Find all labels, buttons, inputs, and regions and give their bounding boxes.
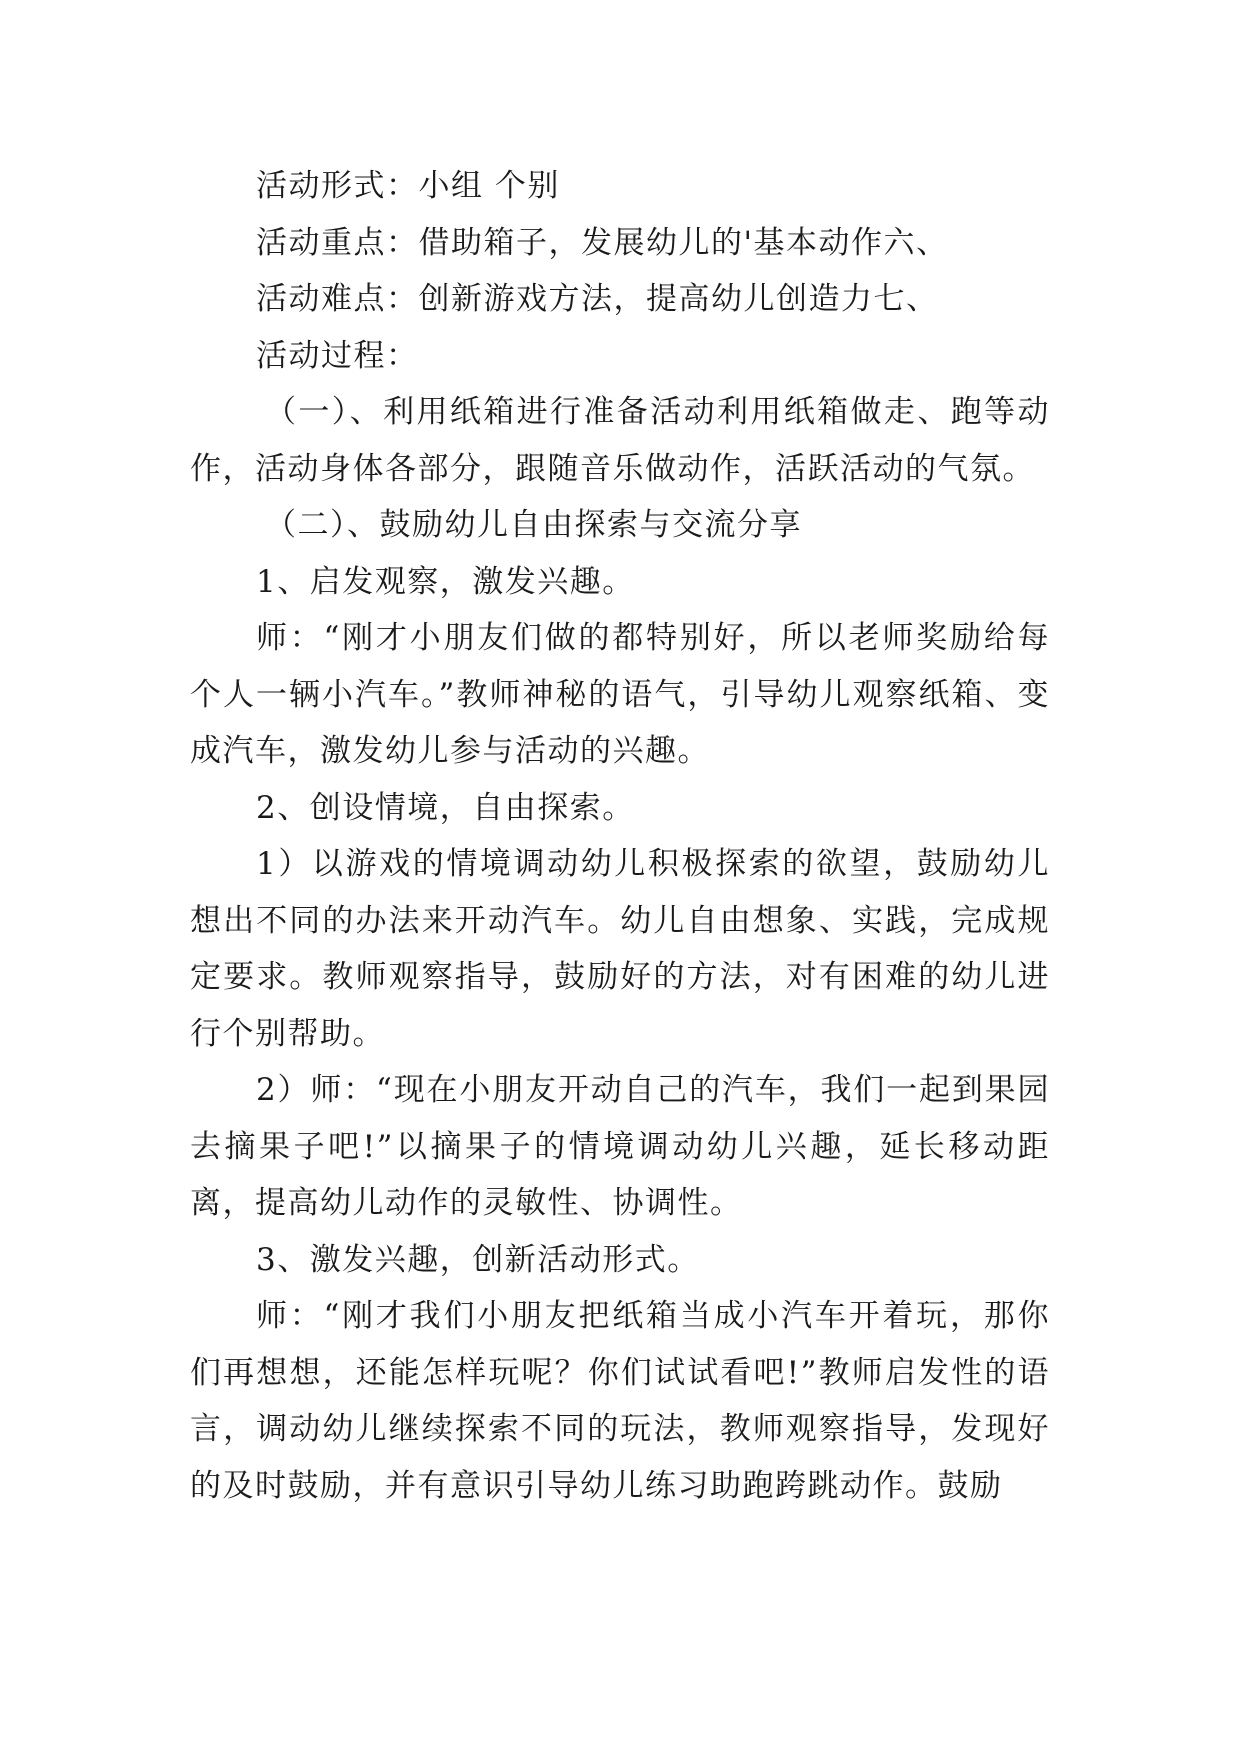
paragraph-section-one: （一）、利用纸箱进行准备活动利用纸箱做走、跑等动作，活动身体各部分，跟随音乐做动作，活跃活动的气氛。 <box>190 394 1050 487</box>
paragraph-activity-process: 活动过程： <box>256 337 419 374</box>
paragraph-activity-form: 活动形式：小组 个别 <box>256 168 560 204</box>
document-body <box>190 158 1050 1514</box>
paragraph-teacher-quote-2: 师：“刚才我们小朋友把纸箱当成小汽车开着玩，那你们再想想，还能怎样玩呢？你们试试看吧!”教师启发性的语言，调动幼儿继续探索不同的玩法，教师观察指导，发现好的及时鼓励，并有意识引导幼儿练习助跑跨跳动作。鼓励 <box>190 1298 1050 1504</box>
paragraph-substep-1: 1）以游戏的情境调动幼儿积极探索的欲望，鼓励幼儿想出不同的办法来开动汽车。幼儿自由想象、实践，完成规定要求。教师观察指导，鼓励好的方法，对有困难的幼儿进行个别帮助。 <box>190 846 1050 1052</box>
paragraph-step-3: 3、激发兴趣，创新活动形式。 <box>256 1241 700 1278</box>
paragraph-section-two: （二）、鼓励幼儿自由探索与交流分享 <box>265 507 802 543</box>
paragraph-activity-difficulty: 活动难点：创新游戏方法，提高幼儿创造力七、 <box>256 281 939 317</box>
paragraph-teacher-quote-1: 师：“刚才小朋友们做的都特别好，所以老师奖励给每个人一辆小汽车。”教师神秘的语气，引导幼儿观察纸箱、变成汽车，激发幼儿参与活动的兴趣。 <box>190 620 1050 769</box>
paragraph-step-1: 1、启发观察，激发兴趣。 <box>256 563 635 600</box>
paragraph-step-2: 2、创设情境，自由探索。 <box>256 789 635 826</box>
paragraph-substep-2: 2）师：“现在小朋友开动自己的汽车，我们一起到果园去摘果子吧!”以摘果子的情境调动幼儿兴趣，延长移动距离，提高幼儿动作的灵敏性、协调性。 <box>190 1072 1050 1221</box>
paragraph-activity-focus: 活动重点：借助箱子，发展幼儿的'基本动作六、 <box>256 224 949 261</box>
